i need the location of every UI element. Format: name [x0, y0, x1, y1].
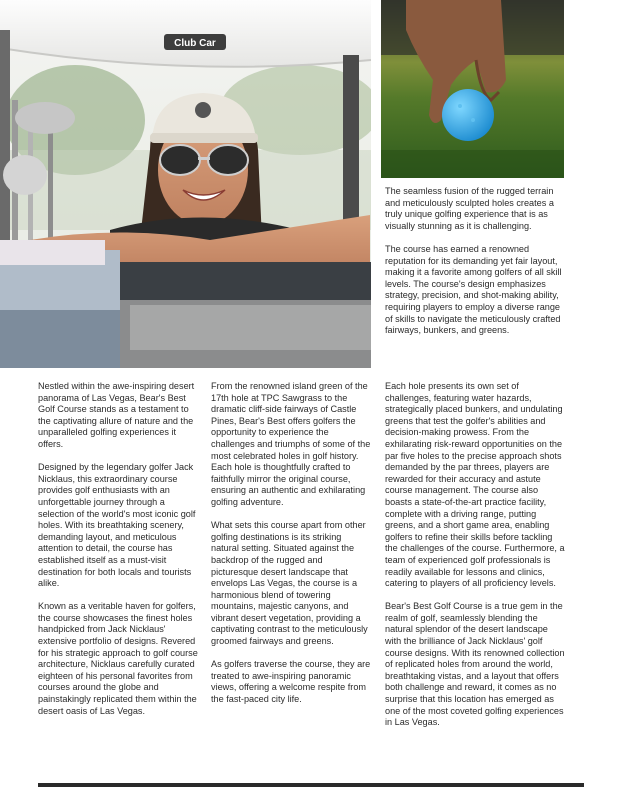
paragraph: As golfers traverse the course, they are treated to awe-inspiring panoramic views, offering a welcome respite from the fast-paced city life.: [211, 659, 371, 705]
text-column-3: [385, 381, 565, 740]
text-column-top-right: [385, 186, 567, 348]
paragraph: Bear's Best Golf Course is a true gem in the realm of golf, seamlessly blending the natural splendor of the desert landscape with the brilliance of Jack Nicklaus' golf course designs. With its renowned collection of replicated holes from around the world, breathtaking vistas, and a layout that offers both challenge and reward, it comes as no surprise that this location has emerged as one of the most coveted golfing experiences in Las Vegas.: [385, 601, 565, 728]
paragraph: Designed by the legendary golfer Jack Nicklaus, this extraordinary course provides golf enthusiasts with an unforgettable journey through a selection of the world's most iconic golf holes. With its breathtaking scenery, demanding layout, and meticulous attention to detail, the course has established itself as a must-visit destination for both locals and tourists alike.: [38, 462, 196, 589]
paragraph: Each hole presents its own set of challenges, featuring water hazards, strategically placed bunkers, and undulating greens that test the golfer's abilities and decision-making prowess. From the exhilarating risk-reward opportunities on the par five holes to the precise approach shots demanded by the par threes, players are rewarded for their accuracy and astute course management. The course also boasts a state-of-the-art practice facility, complete with a driving range, putting greens, and a short game area, enabling golfers to refine their skills before tackling the challenges of the course. Furthermore, a team of experienced golf professionals is readily available for lessons and clinics, catering to players of all proficiency levels.: [385, 381, 565, 589]
paragraph: The course has earned a renowned reputation for its demanding yet fair layout, making it a favorite among golfers of all skill levels. The course's design emphasizes strategy, precision, and shot-making ability, requiring players to employ a diverse range of skills to navigate the meticulously crafted fairways, bunkers, and greens.: [385, 243, 562, 336]
paragraph: From the renowned island green of the 17th hole at TPC Sawgrass to the dramatic cliff-side fairways of Castle Pines, Bear's Best offers golfers the opportunity to experience the challenges and triumphs of some of the most celebrated holes in golf history. Each hole is thoughtfully crafted to faithfully mirror the original course, ensuring an authentic and exhilarating golfing adventure.: [211, 381, 371, 507]
golf-ball-photo: [381, 0, 564, 178]
paragraph: Known as a veritable haven for golfers, the course showcases the finest holes handpicked from Jack Nicklaus' extensive portfolio of designs. Revered for his strategic approach to golf course architecture, Nicklaus carefully curated eighteen of his personal favorites from courses around the globe and painstakingly replicated them within the desert oasis of Las Vegas.: [38, 601, 198, 716]
paragraph: The seamless fusion of the rugged terrain and meticulously sculpted holes creates a truly unique golfing experience that is as visually stunning as it is challenging.: [385, 186, 554, 231]
paragraph: Nestled within the awe-inspiring desert panorama of Las Vegas, Bear's Best Golf Course stands as a testament to the captivating allure of nature and the unparalleled golfing experiences it offers.: [38, 381, 195, 449]
cart-brand-badge: Club Car: [174, 38, 216, 49]
paragraph: What sets this course apart from other golfing destinations is its striking natural setting. Situated against the backdrop of the rugged and picturesque desert landscape that envelops Las Vegas, the course is a harmonious blend of towering mountains, majestic canyons, and vibrant desert vegetation, providing a captivating contrast to the meticulously groomed fairways and greens.: [211, 520, 368, 647]
golf-cart-photo: [0, 0, 371, 368]
footer-rule: [38, 783, 584, 787]
text-column-2: [211, 381, 371, 717]
text-column-1: [38, 381, 198, 729]
